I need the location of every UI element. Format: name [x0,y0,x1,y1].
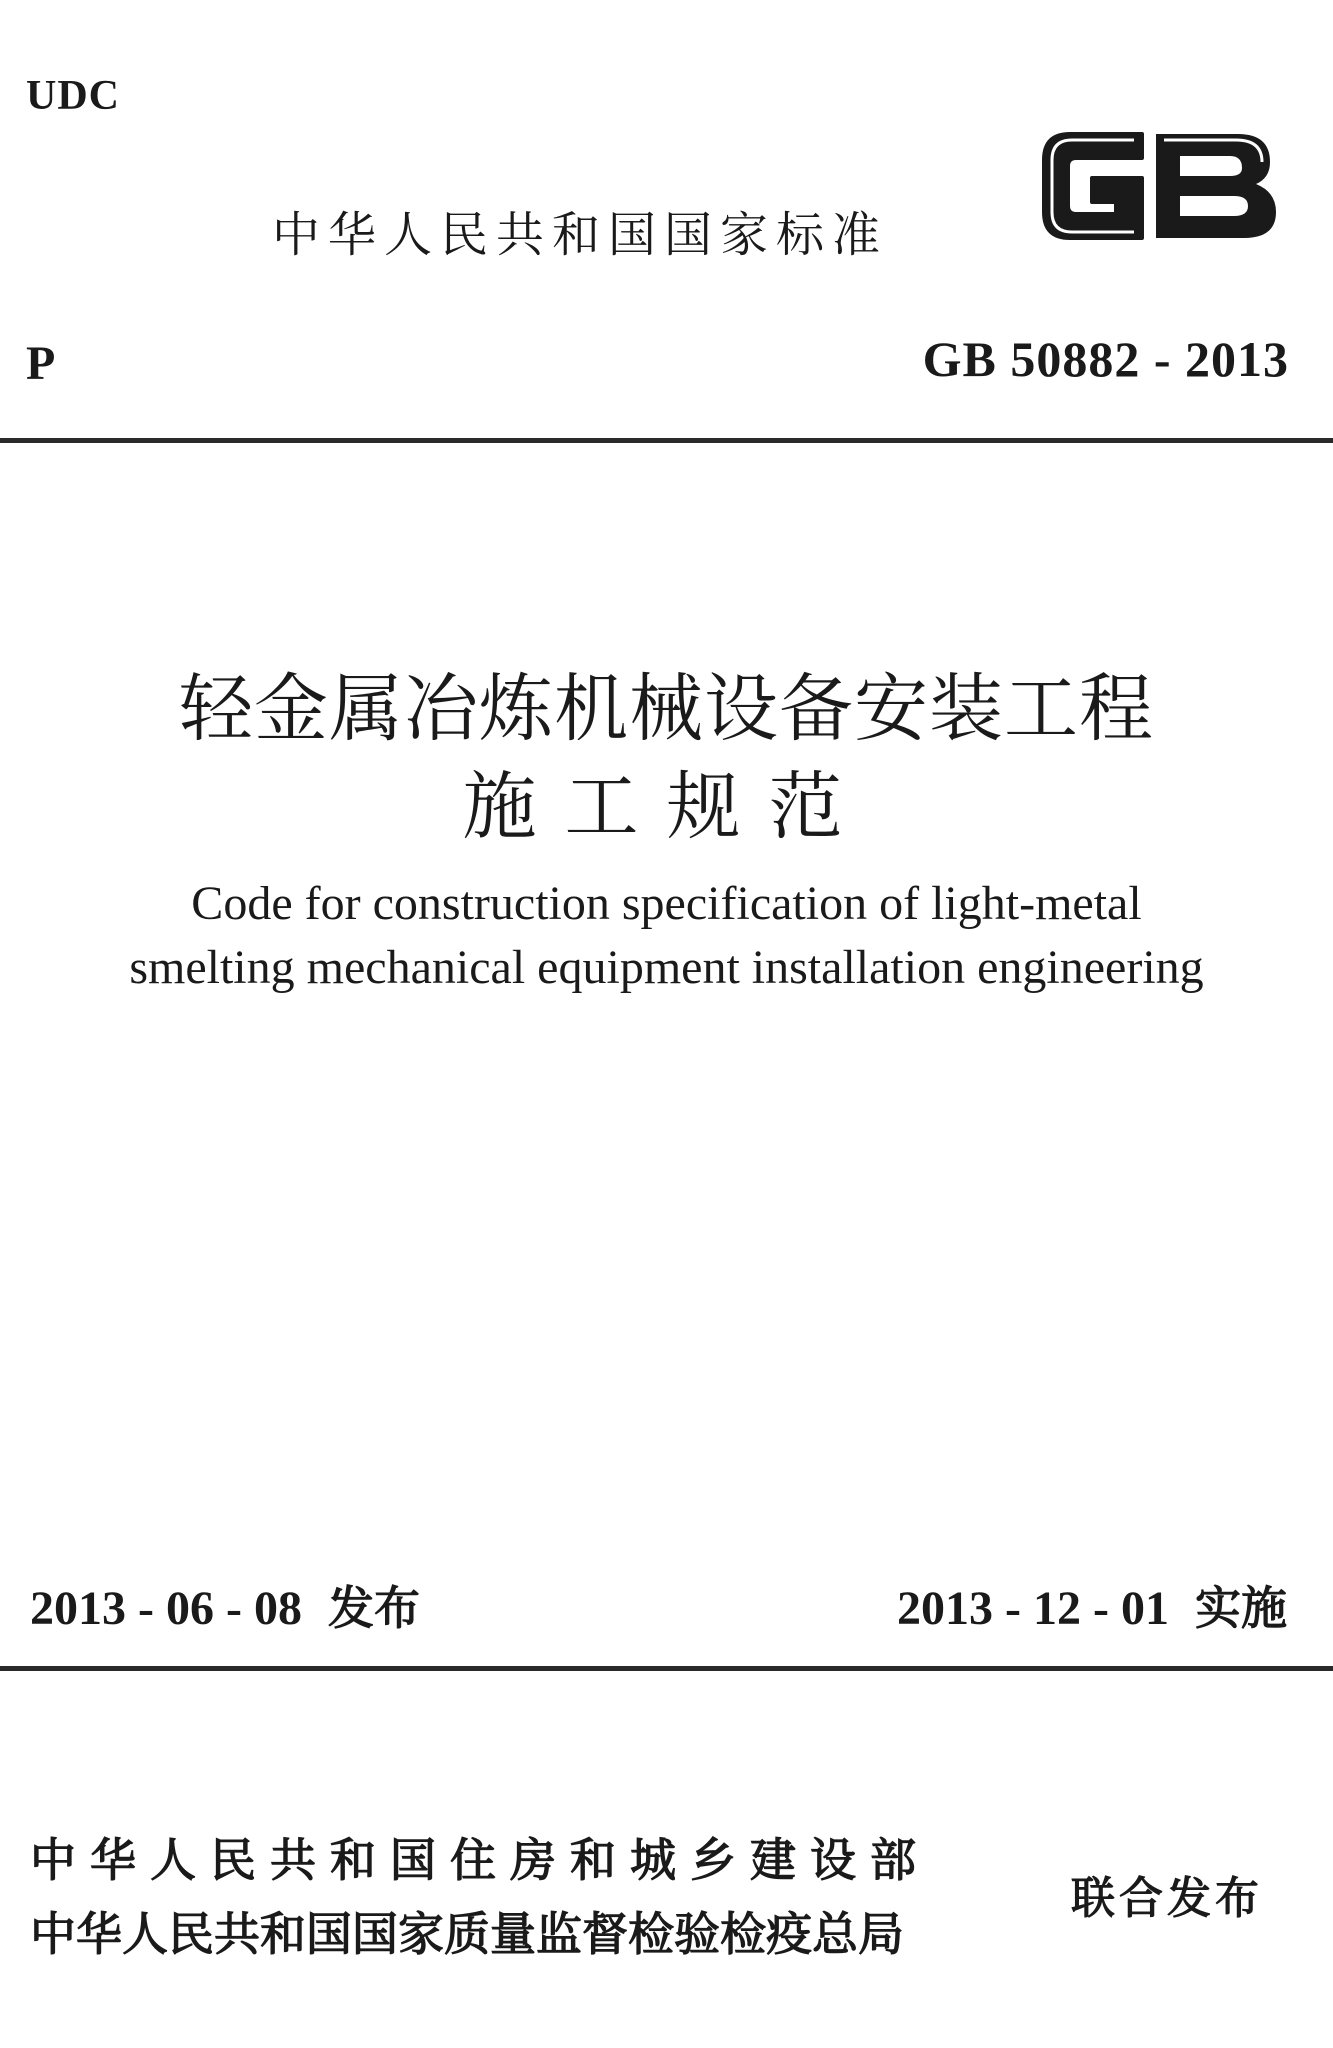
issuer-ministry-housing: 中华人民共和国住房和城乡建设部 [30,1833,930,1887]
implement-date-block [897,1572,1287,1638]
classification-code: P [26,337,56,390]
issue-date: 2013 - 06 - 08 [30,1582,302,1635]
title-chinese-line-1: 轻金属冶炼机械设备安装工程 [179,666,1154,752]
standard-number: GB 50882 - 2013 [922,331,1289,387]
implement-label: 实施 [1195,1581,1287,1635]
implement-date: 2013 - 12 - 01 [897,1582,1169,1635]
joint-issue-label: 联合发布 [1071,1873,1263,1924]
bottom-divider [0,1666,1333,1671]
udc-label: UDC [26,73,120,119]
issue-date-block [30,1572,420,1638]
gb-logo [1030,116,1290,256]
top-divider [0,438,1333,443]
national-standard-heading: 中华人民共和国国家标准 [272,207,889,263]
title-english-line-2: smelting mechanical equipment installation engineering [129,941,1204,994]
title-english-line-1: Code for construction specification of light-metal [191,877,1142,930]
issuer-quality-administration: 中华人民共和国国家质量监督检验检疫总局 [30,1907,904,1961]
title-chinese-line-2: 施工规范 [462,764,871,850]
issue-label: 发布 [327,1581,420,1635]
